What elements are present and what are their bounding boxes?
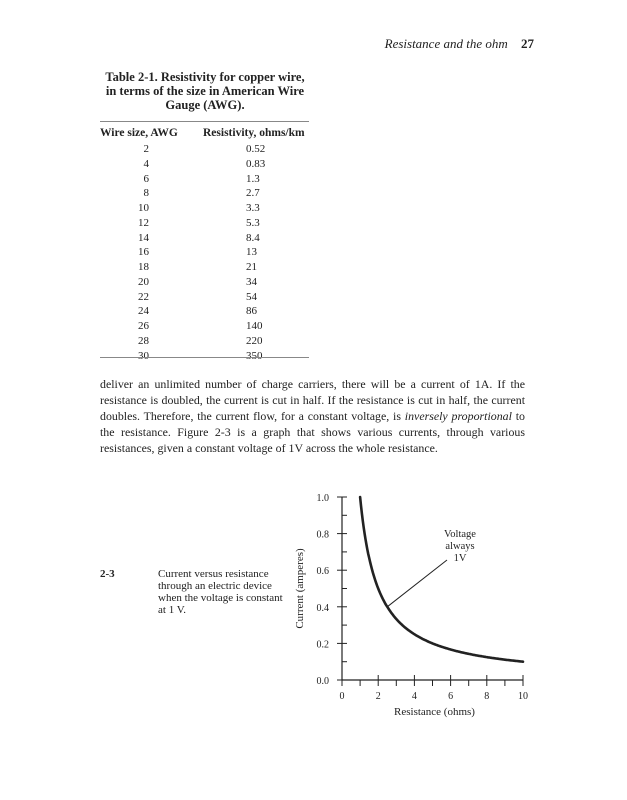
x-tick-label: 4 (411, 691, 417, 702)
awg-cell: 6 (143, 172, 149, 185)
awg-cell: 22 (138, 290, 149, 303)
resistivity-cell: 140 (246, 320, 263, 332)
resistivity-cell: 2.7 (246, 187, 260, 200)
annotation-label: always (445, 541, 475, 552)
awg-cell: 4 (143, 157, 149, 170)
resistivity-cell: 1.3 (246, 172, 260, 185)
annotation-leader-line (387, 560, 447, 607)
annotation-label: 1V (453, 553, 467, 564)
resistivity-cell: 54 (246, 290, 257, 303)
awg-cell: 20 (138, 275, 149, 288)
y-tick-label: 0.8 (316, 529, 329, 541)
x-axis-label: Resistance (ohms) (394, 706, 475, 718)
resistivity-cell: 5.3 (246, 216, 260, 229)
awg-cell: 30 (138, 349, 149, 362)
resistivity-cell: 350 (246, 349, 263, 362)
y-tick-label: 0.6 (316, 566, 329, 578)
body-emphasis: inversely proportional (404, 409, 512, 423)
awg-cell: 26 (138, 320, 149, 332)
y-axis-label: Current (amperes) (294, 548, 306, 629)
y-tick-label: 0.4 (316, 602, 329, 614)
awg-cell: 18 (138, 261, 149, 273)
figure-caption-text: Current versus resistance through an electric device when the voltage is constant at 1 V. (158, 568, 283, 616)
x-tick-label: 10 (518, 691, 528, 702)
x-tick-label: 6 (448, 691, 454, 702)
awg-cell: 2 (143, 143, 149, 155)
body-text-after: to the resistance. Figure 2-3 is a graph that shows various currents, through various resistances, given a constant voltage of 1V across the whole resistance. (100, 409, 525, 455)
y-tick-label: 0.2 (316, 639, 329, 651)
resistivity-cell: 8.4 (246, 231, 260, 244)
resistivity-cell: 0.83 (246, 157, 266, 170)
awg-cell: 12 (138, 216, 149, 229)
awg-cell: 8 (143, 187, 149, 200)
resistivity-cell: 21 (246, 261, 257, 273)
resistivity-cell: 34 (246, 275, 257, 288)
x-tick-label: 0 (339, 691, 345, 702)
running-head-title: Resistance and the ohm (384, 36, 508, 51)
awg-cell: 10 (138, 202, 149, 214)
resistivity-cell: 13 (246, 246, 257, 259)
y-tick-label: 0.0 (316, 676, 329, 687)
page-number: 27 (521, 36, 534, 51)
awg-cell: 16 (138, 246, 149, 259)
figure-label: 2-3 (100, 568, 115, 580)
x-tick-label: 8 (484, 691, 490, 702)
table-caption: Table 2-1. Resistivity for copper wire, in terms of the size in American Wire Gauge (AWG). (105, 70, 305, 112)
resistivity-cell: 3.3 (246, 202, 260, 214)
awg-cell: 14 (138, 231, 149, 244)
resistivity-cell: 0.52 (246, 143, 266, 155)
awg-cell: 24 (138, 305, 149, 318)
resistivity-cell: 220 (246, 334, 263, 347)
table-header-resistivity: Resistivity, ohms/km (203, 127, 305, 139)
y-tick-label: 1.0 (316, 493, 329, 504)
annotation-label: Voltage (444, 529, 476, 540)
table-header-awg: Wire size, AWG (100, 127, 178, 139)
current-curve (360, 497, 523, 662)
body-text-before: deliver an unlimited number of charge carriers, there will be a current of 1A. If the resistance is doubled, the current is cut in half. If the resistance is cut in half, the current doubles. Therefore, the current flow, for a constant voltage, is (100, 377, 525, 423)
resistivity-cell: 86 (246, 305, 257, 318)
awg-cell: 28 (138, 334, 149, 347)
x-tick-label: 2 (375, 691, 381, 702)
